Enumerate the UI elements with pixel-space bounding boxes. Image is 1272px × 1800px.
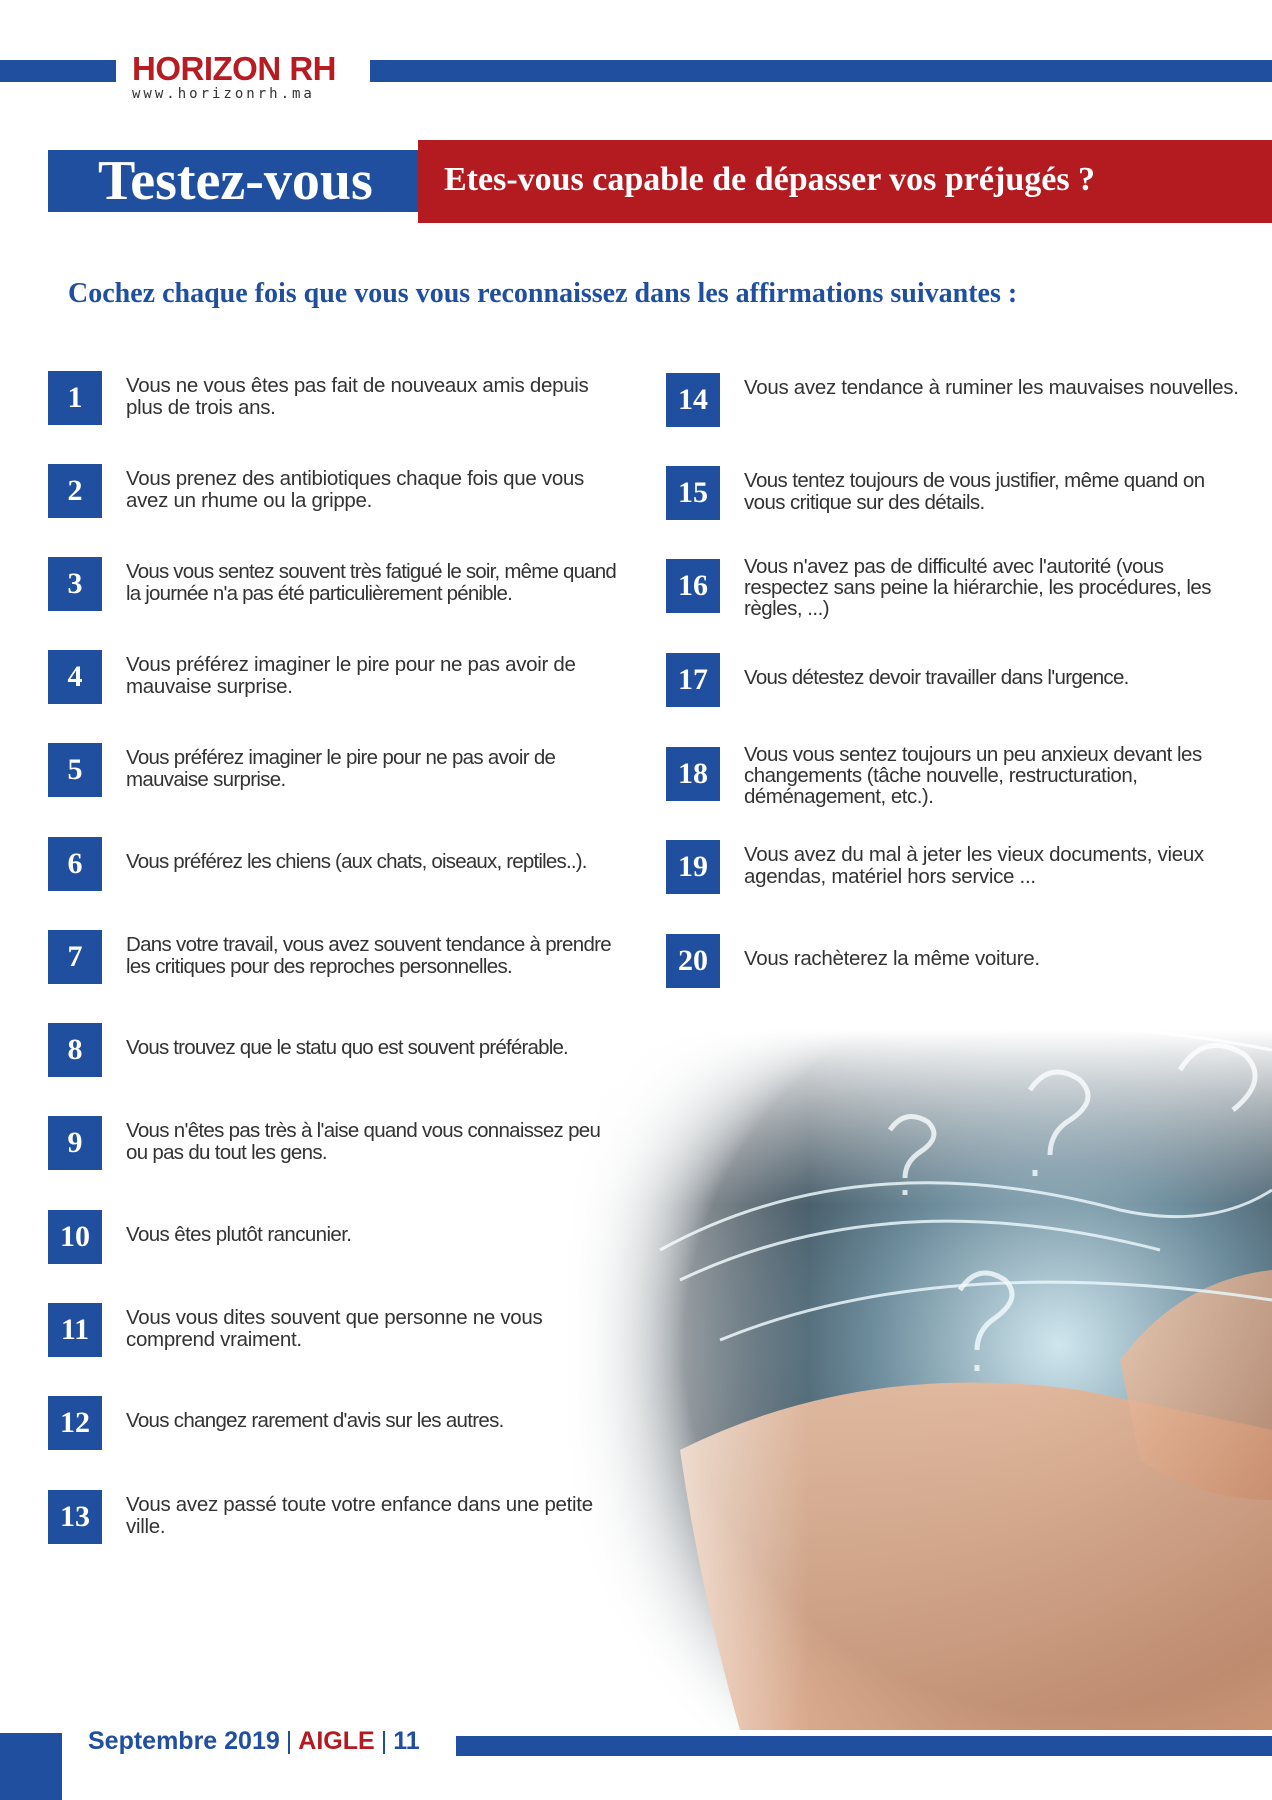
item-text: Vous êtes plutôt rancunier. bbox=[126, 1223, 352, 1246]
list-item bbox=[666, 373, 1239, 429]
item-text: Vous changez rarement d'avis sur les autres. bbox=[126, 1409, 504, 1432]
list-item bbox=[666, 466, 1236, 522]
logo bbox=[132, 52, 362, 108]
list-item bbox=[48, 650, 608, 706]
title-left-banner bbox=[48, 150, 418, 212]
list-item bbox=[48, 1116, 608, 1172]
item-text: Vous préférez les chiens (aux chats, oiseaux, reptiles..). bbox=[126, 850, 587, 873]
item-number: 13 bbox=[48, 1490, 102, 1544]
list-item bbox=[666, 934, 1236, 990]
item-number: 18 bbox=[666, 747, 720, 801]
item-number: 12 bbox=[48, 1396, 102, 1450]
item-text: Vous avez tendance à ruminer les mauvaises nouvelles. bbox=[744, 376, 1239, 399]
list-item bbox=[48, 1023, 608, 1079]
item-number: 20 bbox=[666, 934, 720, 988]
item-number: 6 bbox=[48, 837, 102, 891]
item-number: 9 bbox=[48, 1116, 102, 1170]
list-item bbox=[666, 743, 1236, 808]
footer-magazine: AIGLE bbox=[298, 1727, 375, 1755]
item-text: Vous vous dites souvent que personne ne vous comprend vraiment. bbox=[126, 1306, 543, 1351]
item-text: Vous préférez imaginer le pire pour ne pas avoir de mauvaise surprise. bbox=[126, 653, 576, 698]
list-item bbox=[666, 555, 1236, 620]
hand-question-marks-illustration bbox=[560, 1030, 1272, 1730]
list-item bbox=[48, 1396, 608, 1452]
item-number: 17 bbox=[666, 653, 720, 707]
title-right-banner bbox=[418, 140, 1272, 223]
item-text: Vous trouvez que le statu quo est souvent préférable. bbox=[126, 1036, 568, 1059]
list-item bbox=[48, 1303, 608, 1359]
list-item bbox=[48, 930, 611, 986]
item-number: 10 bbox=[48, 1210, 102, 1264]
item-text: Vous prenez des antibiotiques chaque fois que vous avez un rhume ou la grippe. bbox=[126, 467, 584, 512]
item-number: 15 bbox=[666, 466, 720, 520]
item-number: 19 bbox=[666, 840, 720, 894]
item-text: Vous vous sentez toujours un peu anxieux devant les changements (tâche nouvelle, restructuration, déménagement, etc.). bbox=[744, 743, 1202, 808]
footer-block-left bbox=[0, 1733, 62, 1800]
item-number: 2 bbox=[48, 464, 102, 518]
list-item bbox=[48, 1490, 608, 1546]
item-text: Vous préférez imaginer le pire pour ne pas avoir de mauvaise surprise. bbox=[126, 746, 556, 791]
item-text: Vous détestez devoir travailler dans l'urgence. bbox=[744, 666, 1129, 689]
item-number: 5 bbox=[48, 743, 102, 797]
item-text: Vous ne vous êtes pas fait de nouveaux amis depuis plus de trois ans. bbox=[126, 374, 589, 419]
title-left-text: Testez-vous bbox=[98, 150, 373, 212]
item-number: 11 bbox=[48, 1303, 102, 1357]
footer bbox=[88, 1727, 420, 1756]
item-number: 3 bbox=[48, 557, 102, 611]
item-text: Vous vous sentez souvent très fatigué le soir, même quand la journée n'a pas été particulièrement pénible. bbox=[126, 560, 616, 605]
footer-date: Septembre 2019 bbox=[88, 1727, 280, 1755]
item-text: Vous rachèterez la même voiture. bbox=[744, 947, 1040, 970]
header-bar-right bbox=[370, 60, 1272, 82]
page-number: 11 bbox=[393, 1727, 420, 1755]
item-text: Vous tentez toujours de vous justifier, même quand on vous critique sur des détails. bbox=[744, 469, 1205, 514]
footer-separator: | bbox=[380, 1727, 388, 1755]
header-bar-left bbox=[0, 60, 116, 82]
footer-separator: | bbox=[285, 1727, 293, 1755]
logo-name: HORIZON RH bbox=[132, 50, 336, 87]
item-text: Vous n'êtes pas très à l'aise quand vous connaissez peu ou pas du tout les gens. bbox=[126, 1119, 601, 1164]
list-item bbox=[48, 1210, 608, 1266]
list-item bbox=[48, 371, 608, 427]
list-item bbox=[666, 840, 1236, 896]
list-item bbox=[666, 653, 1236, 709]
item-text: Vous n'avez pas de difficulté avec l'autorité (vous respectez sans peine la hiérarchie, les procédures, les règles, ...) bbox=[744, 555, 1212, 620]
item-number: 7 bbox=[48, 930, 102, 984]
item-text: Vous avez du mal à jeter les vieux documents, vieux agendas, matériel hors service ... bbox=[744, 843, 1204, 888]
item-number: 8 bbox=[48, 1023, 102, 1077]
list-item bbox=[48, 837, 608, 893]
item-text: Dans votre travail, vous avez souvent tendance à prendre les critiques pour des reproches personnelles. bbox=[126, 933, 611, 978]
list-item bbox=[48, 464, 608, 520]
item-number: 1 bbox=[48, 371, 102, 425]
logo-url: www.horizonrh.ma bbox=[132, 86, 315, 102]
item-number: 16 bbox=[666, 559, 720, 613]
list-item bbox=[48, 743, 608, 799]
title-right-text: Etes-vous capable de dépasser vos préjugés ? bbox=[444, 161, 1096, 198]
list-item bbox=[48, 557, 616, 613]
item-text: Vous avez passé toute votre enfance dans une petite ville. bbox=[126, 1493, 593, 1538]
item-number: 14 bbox=[666, 373, 720, 427]
footer-bar bbox=[456, 1736, 1272, 1756]
instruction-text: Cochez chaque fois que vous vous reconnaissez dans les affirmations suivantes : bbox=[68, 278, 1018, 309]
item-number: 4 bbox=[48, 650, 102, 704]
